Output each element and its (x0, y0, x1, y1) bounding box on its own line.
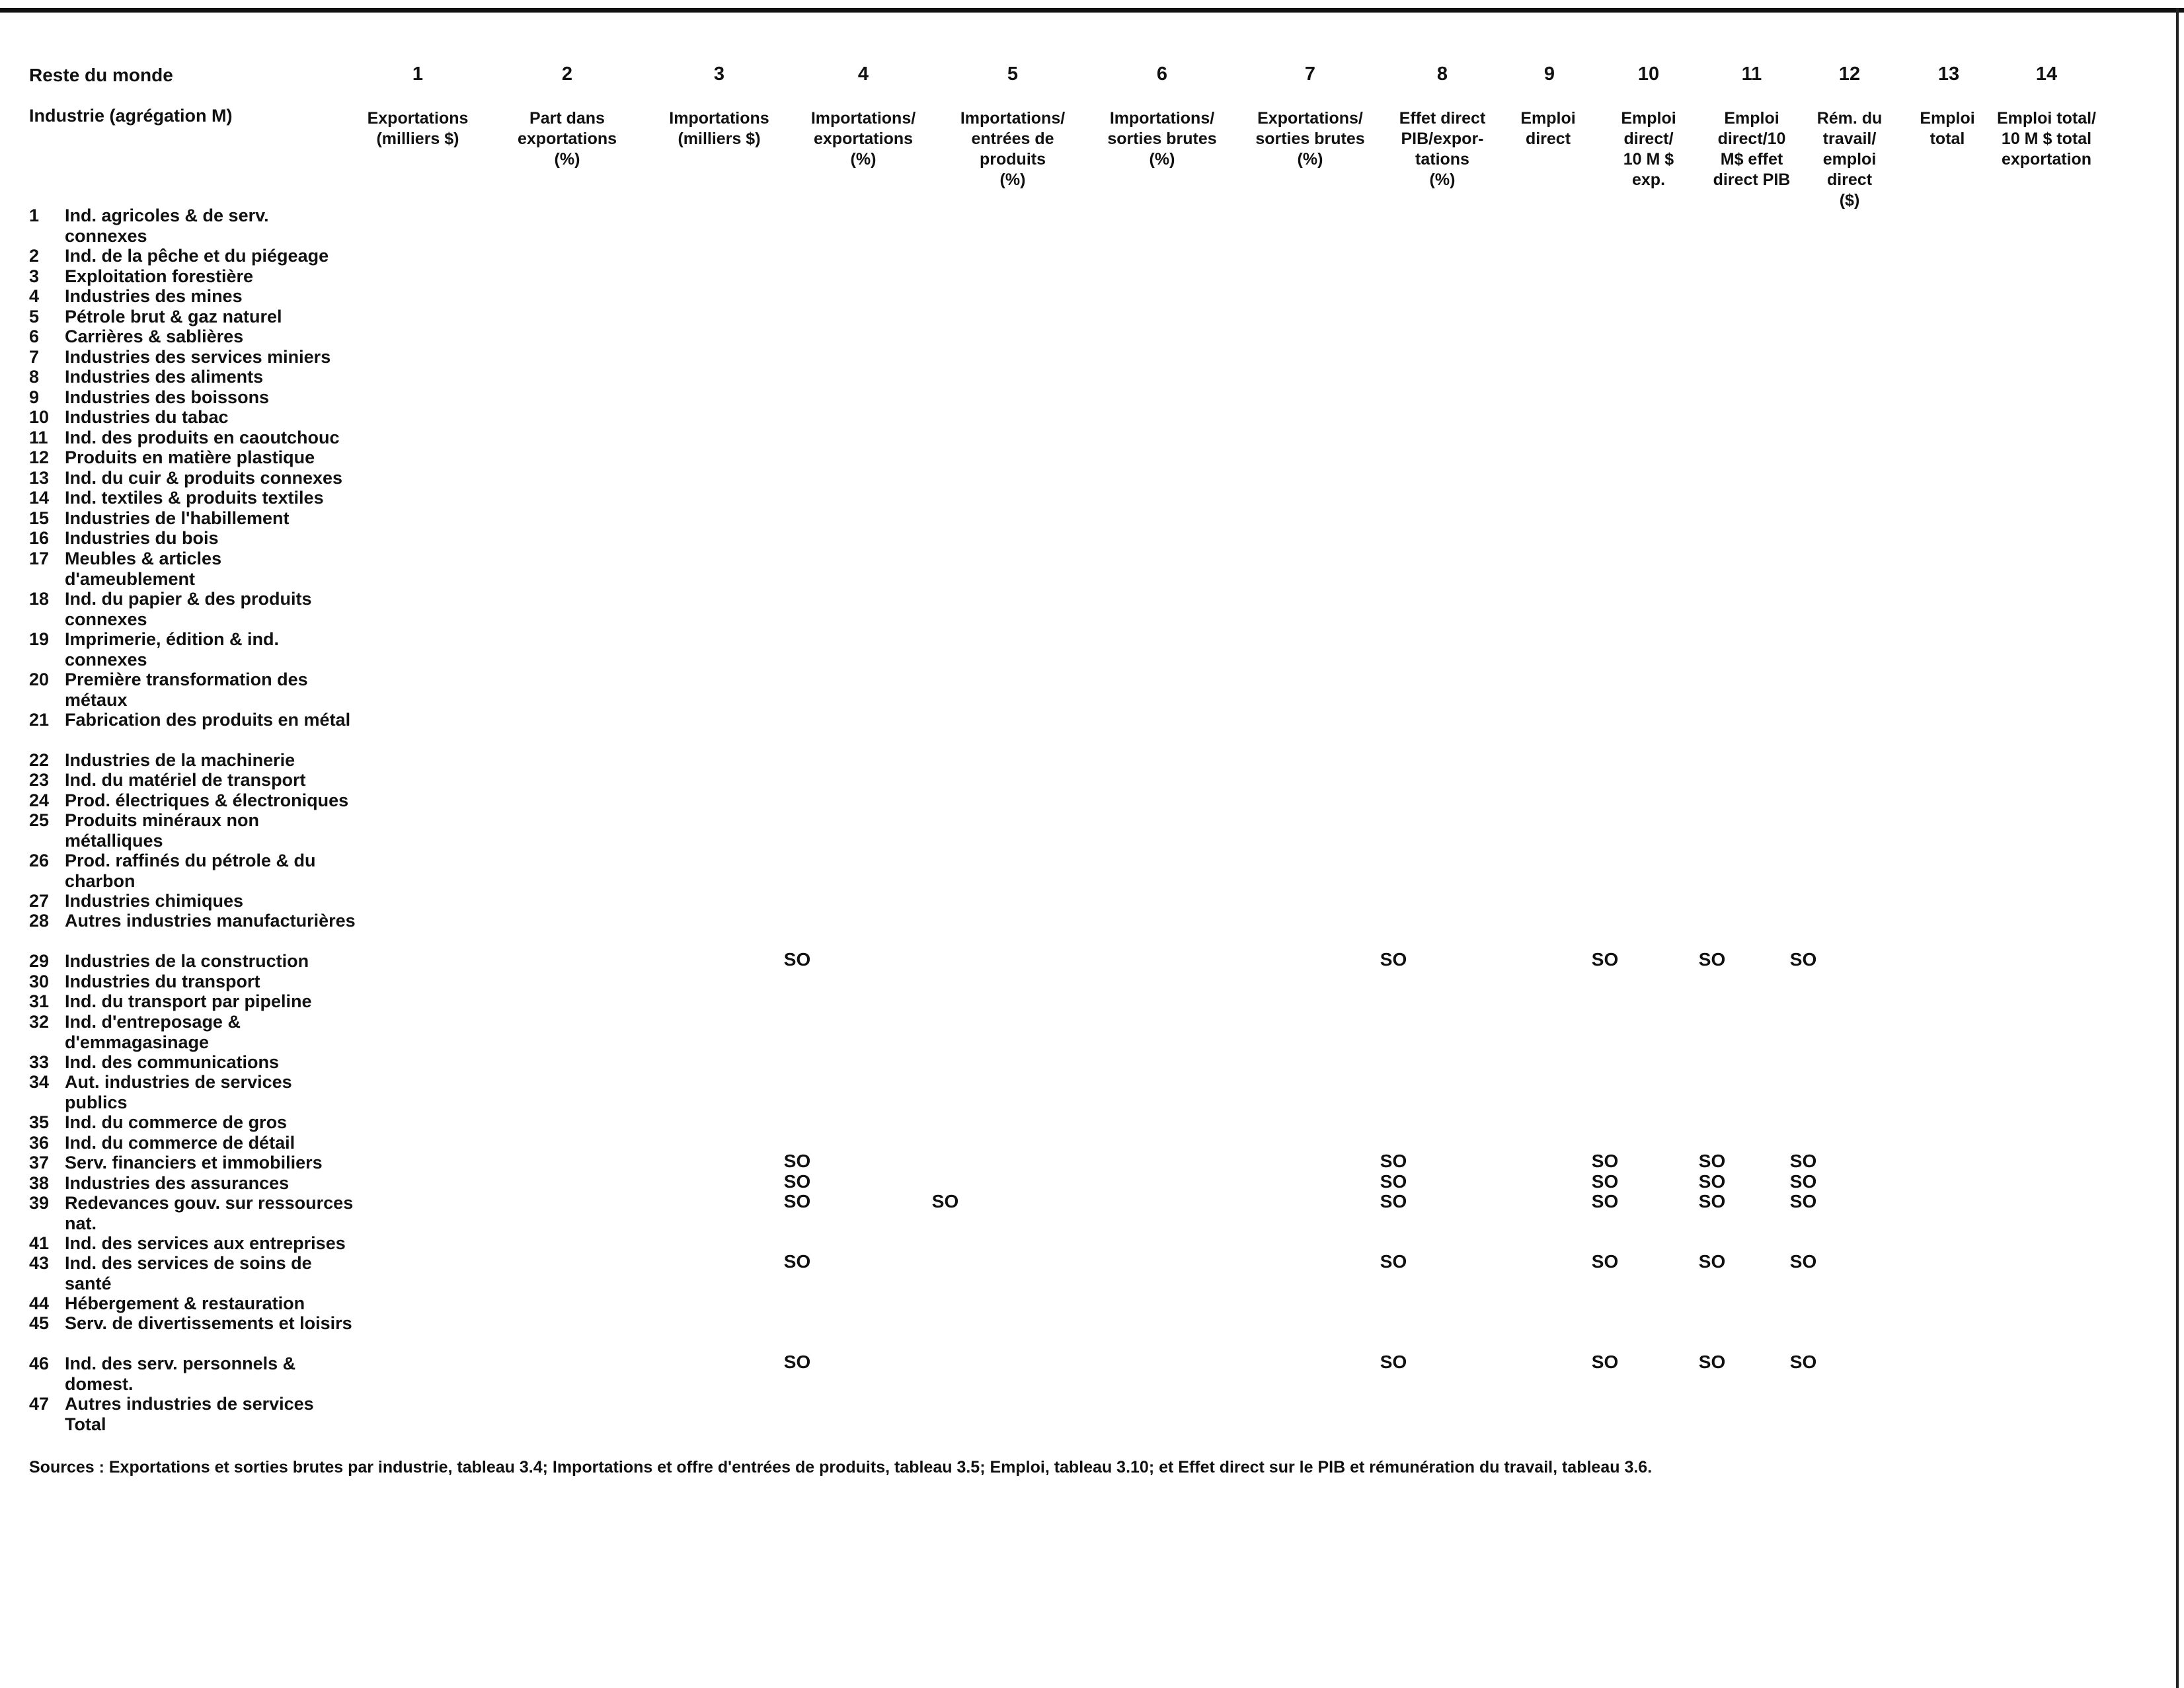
row-label: Imprimerie, édition & ind. connexes (65, 629, 280, 670)
col-10-label: Emploi direct/ 10 M $ exp. (1621, 109, 1676, 189)
row-label: Ind. des produits en caoutchouc (65, 428, 340, 447)
row-label: Autres industries de services (65, 1394, 314, 1414)
row-label: Ind. d'entreposage & d'emmagasinage (65, 1012, 241, 1052)
row-number: 27 (29, 891, 50, 911)
row-label: Autres industries manufacturières (65, 911, 356, 931)
row-number: 16 (29, 528, 50, 548)
row-label: Redevances gouv. sur ressources nat. (65, 1193, 354, 1233)
so-marker: SO (1698, 1151, 1726, 1171)
row-label: Industries de l'habillement (65, 508, 290, 528)
row-label: Première transformation des métaux (65, 670, 308, 710)
col-12-number: 12 (1838, 63, 1861, 85)
row-number: 25 (29, 810, 50, 830)
so-marker: SO (1698, 1171, 1726, 1192)
row-label: Ind. du cuir & produits connexes (65, 468, 343, 488)
col-2-number: 2 (561, 63, 573, 85)
row-label: Carrières & sablières (65, 326, 244, 346)
col-1-label: Exportations (milliers $) (367, 109, 469, 148)
sources-note: Sources : Exportations et sorties brutes par industrie, tableau 3.4; Importations et offre d'entrées de produits, tableau 3.5; Emploi, tableau 3.10; et Effet direct sur le PIB et rémunération du travail, tableau 3.6. (29, 1458, 1653, 1477)
col-3-number: 3 (713, 63, 725, 85)
so-marker: SO (783, 1191, 811, 1211)
so-marker: SO (1698, 1352, 1726, 1372)
col-3-label: Importations (milliers $) (669, 109, 769, 148)
row-number: 18 (29, 589, 50, 609)
row-label: Ind. du papier & des produits connexes (65, 589, 312, 629)
row-number: 24 (29, 790, 50, 810)
row-label: Fabrication des produits en métal (65, 710, 351, 730)
so-marker: SO (1380, 1352, 1407, 1372)
row-number: 11 (29, 428, 48, 447)
row-label: Prod. électriques & électroniques (65, 790, 349, 810)
so-marker: SO (783, 1171, 811, 1192)
industry-aggregation-label: Industrie (agrégation M) (29, 106, 233, 126)
row-number: 20 (29, 670, 50, 689)
col-8-number: 8 (1436, 63, 1448, 85)
so-marker: SO (1591, 1191, 1619, 1211)
row-number: 14 (29, 488, 50, 508)
col-14-number: 14 (2035, 63, 2058, 85)
row-label: Ind. des services aux entreprises (65, 1233, 346, 1253)
row-number: 34 (29, 1072, 50, 1092)
col-4-label: Importations/ exportations (%) (810, 109, 916, 169)
row-label: Ind. du transport par pipeline (65, 991, 312, 1011)
col-11-label: Emploi direct/10 M$ effet direct PIB (1713, 109, 1791, 189)
region-title: Reste du monde (29, 65, 173, 85)
row-number: 47 (29, 1394, 50, 1414)
so-marker: SO (1380, 1191, 1407, 1211)
col-6-label: Importations/ sorties brutes (%) (1107, 109, 1217, 169)
col-13-number: 13 (1937, 63, 1960, 85)
row-number: 46 (29, 1354, 50, 1373)
col-5-number: 5 (1007, 63, 1019, 85)
col-6-number: 6 (1156, 63, 1168, 85)
row-label: Industries des services miniers (65, 347, 331, 367)
col-7-number: 7 (1304, 63, 1316, 85)
so-marker: SO (1789, 949, 1817, 970)
row-label: Ind. textiles & produits textiles (65, 488, 324, 508)
col-11-number: 11 (1741, 63, 1762, 85)
so-marker: SO (1698, 1191, 1726, 1211)
so-marker: SO (1380, 1171, 1407, 1192)
row-label: Industries des mines (65, 286, 243, 306)
so-marker: SO (1789, 1352, 1817, 1372)
row-number: 31 (29, 991, 50, 1011)
row-label: Serv. financiers et immobiliers (65, 1153, 323, 1172)
row-label: Hébergement & restauration (65, 1293, 305, 1313)
row-label: Meubles & articles d'ameublement (65, 549, 222, 589)
row-number: 4 (29, 286, 40, 306)
row-number: 6 (29, 326, 40, 346)
so-marker: SO (1380, 1251, 1407, 1272)
right-edge-rule (2176, 8, 2179, 1688)
row-number: 37 (29, 1153, 50, 1172)
row-label: Industries du tabac (65, 407, 229, 427)
row-number: 10 (29, 407, 50, 427)
row-label: Ind. du commerce de détail (65, 1133, 295, 1153)
row-label: Prod. raffinés du pétrole & du charbon (65, 851, 316, 891)
row-label: Industries de la machinerie (65, 750, 295, 770)
row-label: Ind. des services de soins de santé (65, 1253, 312, 1293)
row-number: 21 (29, 710, 50, 730)
so-marker: SO (1698, 949, 1726, 970)
top-rule (0, 8, 2184, 13)
so-marker: SO (931, 1191, 959, 1211)
col-4-number: 4 (857, 63, 869, 85)
so-marker: SO (1789, 1191, 1817, 1211)
row-number: 43 (29, 1253, 50, 1273)
row-label: Industries des aliments (65, 367, 264, 387)
so-marker: SO (1789, 1171, 1817, 1192)
row-number: 29 (29, 951, 50, 971)
col-14-label: Emploi total/ 10 M $ total exportation (1997, 109, 2096, 169)
row-number: 17 (29, 549, 50, 568)
so-marker: SO (783, 1151, 811, 1171)
so-marker: SO (1698, 1251, 1726, 1272)
so-marker: SO (1380, 1151, 1407, 1171)
row-number: 32 (29, 1012, 50, 1032)
col-1-number: 1 (412, 63, 424, 85)
row-number: 22 (29, 750, 50, 770)
row-label: Total (65, 1414, 106, 1434)
row-label: Ind. des communications (65, 1052, 280, 1072)
row-label: Industries du transport (65, 972, 260, 991)
row-number: 44 (29, 1293, 50, 1313)
row-label: Aut. industries de services publics (65, 1072, 292, 1112)
so-marker: SO (1789, 1251, 1817, 1272)
so-marker: SO (1591, 949, 1619, 970)
row-label: Ind. du matériel de transport (65, 770, 306, 790)
row-number: 3 (29, 266, 40, 286)
col-9-label: Emploi direct (1520, 109, 1576, 148)
col-12-label: Rém. du travail/ emploi direct ($) (1816, 109, 1883, 210)
col-5-label: Importations/ entrées de produits (%) (960, 109, 1066, 189)
col-9-number: 9 (1543, 63, 1555, 85)
row-number: 9 (29, 387, 40, 407)
row-number: 39 (29, 1193, 50, 1213)
so-marker: SO (783, 1251, 811, 1272)
row-number: 13 (29, 468, 50, 488)
row-label: Serv. de divertissements et loisirs (65, 1313, 352, 1333)
row-number: 33 (29, 1052, 50, 1072)
col-13-label: Emploi total (1920, 109, 1975, 148)
row-label: Produits minéraux non métalliques (65, 810, 260, 851)
row-label: Industries des boissons (65, 387, 270, 407)
row-number: 41 (29, 1233, 50, 1253)
row-label: Ind. des serv. personnels & domest. (65, 1354, 296, 1394)
col-8-label: Effet direct PIB/expor- tations (%) (1399, 109, 1486, 189)
so-marker: SO (1591, 1251, 1619, 1272)
so-marker: SO (1591, 1171, 1619, 1192)
row-label: Pétrole brut & gaz naturel (65, 307, 282, 326)
row-number: 19 (29, 629, 50, 649)
row-number: 15 (29, 508, 50, 528)
col-10-number: 10 (1637, 63, 1660, 85)
row-number: 1 (29, 206, 40, 225)
row-label: Produits en matière plastique (65, 447, 315, 467)
row-number: 28 (29, 911, 50, 931)
row-label: Industries des assurances (65, 1173, 290, 1193)
row-number: 2 (29, 246, 40, 266)
row-label: Industries de la construction (65, 951, 309, 971)
row-number: 30 (29, 972, 50, 991)
row-number: 36 (29, 1133, 50, 1153)
so-marker: SO (783, 1352, 811, 1372)
row-number: 26 (29, 851, 50, 870)
row-number: 8 (29, 367, 40, 387)
so-marker: SO (1591, 1352, 1619, 1372)
col-7-label: Exportations/ sorties brutes (%) (1255, 109, 1365, 169)
row-number: 45 (29, 1313, 50, 1333)
so-marker: SO (783, 949, 811, 970)
row-number: 12 (29, 447, 50, 467)
row-number: 7 (29, 347, 40, 367)
row-label: Ind. agricoles & de serv. connexes (65, 206, 269, 246)
row-label: Industries du bois (65, 528, 219, 548)
row-number: 23 (29, 770, 50, 790)
so-marker: SO (1380, 949, 1407, 970)
col-2-label: Part dans exportations (%) (517, 109, 617, 169)
so-marker: SO (1591, 1151, 1619, 1171)
row-number: 5 (29, 307, 40, 326)
row-label: Exploitation forestière (65, 266, 254, 286)
so-marker: SO (1789, 1151, 1817, 1171)
row-label: Ind. du commerce de gros (65, 1112, 288, 1132)
row-label: Ind. de la pêche et du piégeage (65, 246, 329, 266)
row-number: 38 (29, 1173, 50, 1193)
row-number: 35 (29, 1112, 50, 1132)
row-label: Industries chimiques (65, 891, 244, 911)
